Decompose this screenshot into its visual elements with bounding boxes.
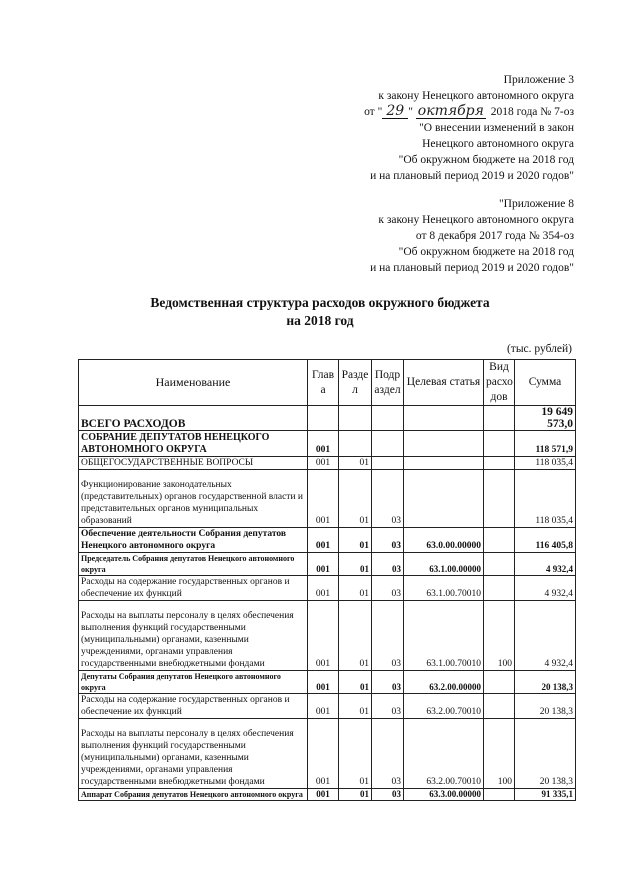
- budget-table: [78, 359, 576, 801]
- cell-podrazdel: 03: [372, 719, 404, 789]
- cell-razdel: 01: [339, 470, 372, 528]
- cell-summa: 4 932,4: [515, 576, 576, 601]
- appendix-8-law: к закону Ненецкого автономного округа: [378, 214, 574, 226]
- date-quote-open: ": [377, 106, 383, 118]
- table-row: [79, 470, 576, 528]
- cell-name: Расходы на содержание государственных органов и обеспечение их функций: [79, 576, 308, 601]
- header-name: Наименование: [79, 360, 308, 406]
- cell-vid: [484, 457, 515, 470]
- table-row: [79, 406, 576, 431]
- cell-name: Депутаты Собрания депутатов Ненецкого автономного округа: [79, 671, 308, 694]
- handwritten-month: октября: [417, 103, 484, 119]
- cell-vid: [484, 528, 515, 553]
- cell-vid: [484, 470, 515, 528]
- date-prefix: от: [364, 106, 375, 118]
- appendix-3-header: [364, 72, 574, 184]
- cell-glava: 001: [308, 431, 339, 457]
- cell-vid: [484, 671, 515, 694]
- cell-glava: 001: [308, 719, 339, 789]
- cell-vid: [484, 406, 515, 431]
- cell-name: Председатель Собрания депутатов Ненецкого автономного округа: [79, 553, 308, 576]
- appendix-3-line4: "О внесении изменений в закон: [419, 122, 574, 134]
- table-row: [79, 601, 576, 671]
- cell-podrazdel: 03: [372, 789, 404, 801]
- table-row: [79, 671, 576, 694]
- cell-summa: 4 932,4: [515, 553, 576, 576]
- table-row: [79, 719, 576, 789]
- cell-glava: [308, 406, 339, 431]
- cell-glava: 001: [308, 694, 339, 719]
- cell-razdel: 01: [339, 601, 372, 671]
- table-row: [79, 528, 576, 553]
- cell-summa: 4 932,4: [515, 601, 576, 671]
- appendix-8-line5: и на плановый период 2019 и 2020 годов": [370, 262, 574, 274]
- table-row: [79, 431, 576, 457]
- document-title-line1: Ведомственная структура расходов окружного бюджета: [150, 295, 490, 310]
- appendix-8-line4: "Об окружном бюджете на 2018 год: [398, 246, 574, 258]
- cell-summa: 91 335,1: [515, 789, 576, 801]
- header-summa: Сумма: [515, 360, 576, 406]
- cell-tsel: 63.0.00.00000: [404, 528, 484, 553]
- header-podrazdel: Подр аздел: [372, 360, 404, 406]
- cell-glava: 001: [308, 553, 339, 576]
- table-row: [79, 576, 576, 601]
- appendix-8-date: от 8 декабря 2017 года № 354-оз: [415, 230, 574, 242]
- cell-tsel: [404, 406, 484, 431]
- appendix-8-title: "Приложение 8: [498, 198, 574, 210]
- header-glava: Глав а: [308, 360, 339, 406]
- table-row: [79, 457, 576, 470]
- table-header-row: [79, 360, 576, 406]
- table-row: [79, 553, 576, 576]
- cell-razdel: 01: [339, 528, 372, 553]
- cell-name: ВСЕГО РАСХОДОВ: [79, 406, 308, 431]
- cell-tsel: [404, 470, 484, 528]
- cell-tsel: [404, 457, 484, 470]
- cell-summa: 118 571,9: [515, 431, 576, 457]
- cell-summa: 20 138,3: [515, 671, 576, 694]
- cell-podrazdel: 03: [372, 601, 404, 671]
- cell-tsel: [404, 431, 484, 457]
- appendix-3-law: к закону Ненецкого автономного округа: [378, 90, 574, 102]
- cell-name: Обеспечение деятельности Собрания депутатов Ненецкого автономного округа: [79, 528, 308, 553]
- table-row: [79, 694, 576, 719]
- cell-glava: 001: [308, 457, 339, 470]
- cell-name: Аппарат Собрания депутатов Ненецкого автономного округа: [79, 789, 308, 801]
- appendix-3-date-line: [364, 104, 574, 120]
- appendix-3-title: Приложение 3: [503, 74, 574, 86]
- cell-podrazdel: 03: [372, 528, 404, 553]
- header-tsel: Целевая статья: [404, 360, 484, 406]
- cell-glava: 001: [308, 528, 339, 553]
- document-title: [0, 294, 640, 330]
- cell-name: Расходы на содержание государственных органов и обеспечение их функций: [79, 694, 308, 719]
- cell-tsel: 63.1.00.70010: [404, 576, 484, 601]
- cell-razdel: 01: [339, 694, 372, 719]
- cell-podrazdel: 03: [372, 671, 404, 694]
- cell-vid: [484, 553, 515, 576]
- cell-summa: 118 035,4: [515, 457, 576, 470]
- cell-podrazdel: 03: [372, 470, 404, 528]
- cell-podrazdel: 03: [372, 553, 404, 576]
- units-label: (тыс. рублей): [506, 343, 572, 355]
- cell-razdel: 01: [339, 576, 372, 601]
- cell-podrazdel: 03: [372, 576, 404, 601]
- cell-vid: 100: [484, 719, 515, 789]
- cell-podrazdel: [372, 457, 404, 470]
- cell-tsel: 63.3.00.00000: [404, 789, 484, 801]
- appendix-3-line7: и на плановый период 2019 и 2020 годов": [370, 170, 574, 182]
- date-quote-close: ": [408, 106, 413, 118]
- cell-vid: [484, 789, 515, 801]
- cell-name: СОБРАНИЕ ДЕПУТАТОВ НЕНЕЦКОГО АВТОНОМНОГО ОКРУГА: [79, 431, 308, 457]
- cell-glava: 001: [308, 671, 339, 694]
- cell-tsel: 63.2.00.70010: [404, 719, 484, 789]
- cell-glava: 001: [308, 470, 339, 528]
- cell-name: Расходы на выплаты персоналу в целях обеспечения выполнения функций государственными (муниципальными) органами, казенными учреждениями, органами управления государственными внебюджетными фондами: [79, 601, 308, 671]
- cell-vid: [484, 576, 515, 601]
- cell-vid: [484, 694, 515, 719]
- cell-summa: 118 035,4: [515, 470, 576, 528]
- cell-name: ОБЩЕГОСУДАРСТВЕННЫЕ ВОПРОСЫ: [79, 457, 308, 470]
- document-title-line2: на 2018 год: [286, 313, 354, 328]
- cell-name: Расходы на выплаты персоналу в целях обеспечения выполнения функций государственными (муниципальными) органами, казенными учреждениями, органами управления государственными внебюджетными фондами: [79, 719, 308, 789]
- cell-razdel: [339, 406, 372, 431]
- cell-razdel: 01: [339, 719, 372, 789]
- header-vid: Вид расхо дов: [484, 360, 515, 406]
- cell-summa: 19 649 573,0: [515, 406, 576, 431]
- cell-summa: 20 138,3: [515, 694, 576, 719]
- handwritten-day: 29: [382, 104, 408, 119]
- appendix-3-line5: Ненецкого автономного округа: [422, 138, 574, 150]
- table-row: [79, 789, 576, 801]
- cell-summa: 116 405,8: [515, 528, 576, 553]
- cell-tsel: 63.2.00.70010: [404, 694, 484, 719]
- cell-razdel: 01: [339, 671, 372, 694]
- appendix-8-header: [370, 196, 574, 276]
- cell-summa: 20 138,3: [515, 719, 576, 789]
- cell-tsel: 63.1.00.70010: [404, 601, 484, 671]
- cell-tsel: 63.2.00.00000: [404, 671, 484, 694]
- cell-podrazdel: [372, 406, 404, 431]
- cell-podrazdel: [372, 431, 404, 457]
- cell-vid: [484, 431, 515, 457]
- cell-razdel: 01: [339, 553, 372, 576]
- cell-glava: 001: [308, 601, 339, 671]
- cell-name: Функционирование законодательных (представительных) органов государственной власти и представительных органов муниципальных образований: [79, 470, 308, 528]
- header-razdel: Разде л: [339, 360, 372, 406]
- cell-glava: 001: [308, 789, 339, 801]
- cell-vid: 100: [484, 601, 515, 671]
- cell-razdel: 01: [339, 789, 372, 801]
- cell-razdel: 01: [339, 457, 372, 470]
- cell-tsel: 63.1.00.00000: [404, 553, 484, 576]
- cell-razdel: [339, 431, 372, 457]
- date-year-number: 2018 года № 7-оз: [490, 106, 574, 118]
- appendix-3-line6: "Об окружном бюджете на 2018 год: [398, 154, 574, 166]
- cell-podrazdel: 03: [372, 694, 404, 719]
- cell-glava: 001: [308, 576, 339, 601]
